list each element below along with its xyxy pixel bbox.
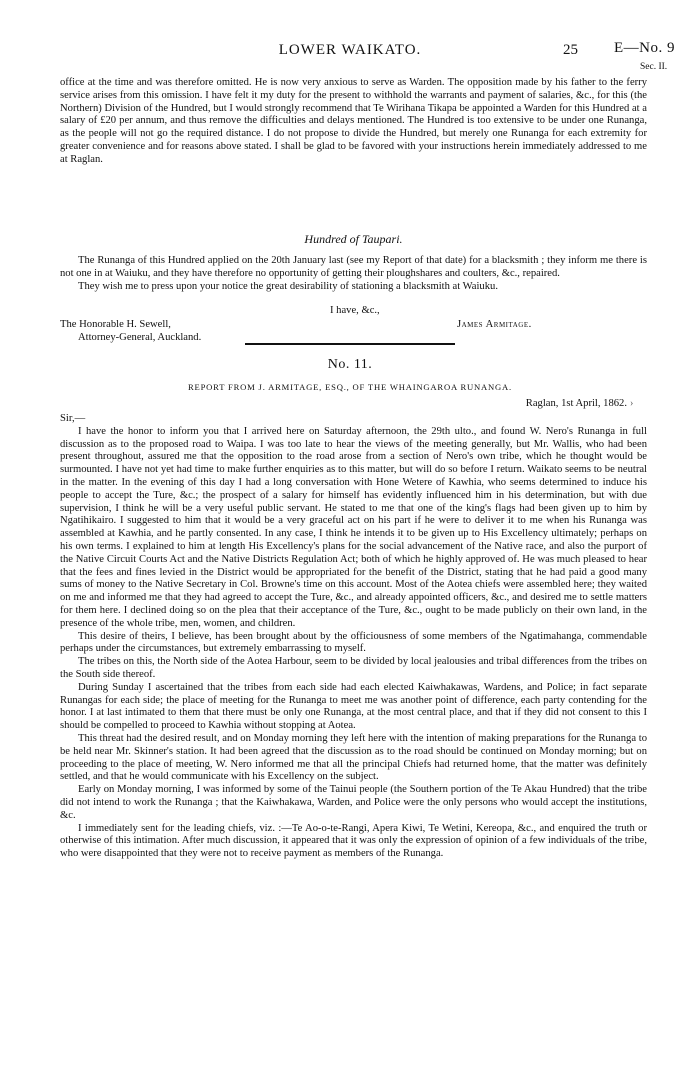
report-body [60,413,647,861]
report-paragraph: This desire of theirs, I believe, has been brought about by the officiousness of some members of the Ngatimahanga, commendable perhaps under the circumstances, but extremely embarrassing to myself. [60,630,647,655]
intro-block [60,77,647,167]
page-number: 25 [563,42,578,58]
margin-mark: › [630,398,634,409]
addressee-title: Attorney-General, Auckland. [78,332,202,343]
report-number: No. 11. [327,357,373,372]
salutation: Sir,— [60,413,86,424]
report-paragraph: I immediately sent for the leading chiefs, viz. :—Te Ao-o-te-Rangi, Apera Kiwi, Te Wetini, Kereopa, &c., and enquired the truth or otherwise of this intimation. After much discussion, it appeared that it was only the expression of opinion of a few individuals of the tribe, who were disappointed that they were not to receive payment as members of the Runanga. [60,822,647,860]
section-code: Sec. II. [640,62,668,72]
report-paragraph: Early on Monday morning, I was informed by some of the Tainui people (the Southern portion of the Te Akau Hundred) that the tribe did not intend to work the Runanga ; that the Kaiwhakawa, Warden, and Police were the only persons who would accept the institutions, &c. [60,784,647,821]
report-paragraph: The tribes on this, the North side of the Aotea Harbour, seem to be divided by local jealousies and tribal differences from the tribes on the South side thereof. [60,656,647,680]
signature: James Armitage. [457,319,532,330]
section-heading: Hundred of Taupari. [304,232,403,246]
document-code: E—No. 9 [614,40,675,56]
report-dateline: Raglan, 1st April, 1862. [525,398,627,409]
section-divider [245,343,455,345]
report-paragraph: I have the honor to inform you that I arrived here on Saturday afternoon, the 29th ulto., and found W. Nero's Runanga in full discussion as to the proposed road to Waipa. I was too late to hear the views of the meeting generally, but Mr. Wallis, who had been present throughout, assured me that the opposition to the road arose from a section of Nero's own tribe, which he thought would be surmounted. I have not yet had time to make further enquiries as to this matter, but will do so before I return. Waikato seems to be neutral in the matter. In the evening of this day I had a long conversation with Hone Wetere of Kawhia, who seems determined to induce his people to accept the Ture, &c.; the prospect of a salary for himself has evidently influenced him in his determination, but with due supervision, I think he will be a very useful public servant. He stated to me that one of the king's flags had been given up to him by Ngatihikairo. I suggested to him that it would be a very graceful act on his part if he were to deliver it to me when his Runanga was assembled at Kawhia, and he partly consented. In any case, I think he intends it to be given up to His Excellency ultimately; perhaps on his own terms. I explained to him at length His Excellency's plans for the social advancement of the Native race, and also the purport of the Native Circuit Courts Act and the Native Districts Regulation Act; both of which he highly approved of. He was much pleased to hear that the fees and fines levied in the District would be appropriated for the benefit of the District, stating that he had paid a good many sums of money to the Native Secretary in Col. Browne's time on this account. Most of the Aotea chiefs were assembled here; they waited on me and informed me that they had agreed to accept the Ture, &c., and already appointed officers, &c., and desired me to settle matters for them here. I declined doing so on the plea that their acceptance of the Ture, &c., ought to be made publicly on their own land, in the presence of the whole tribe, men, women, and children. [60,425,647,629]
running-title: LOWER WAIKATO. [278,42,422,58]
section-body [60,255,647,293]
report-paragraph: During Sunday I ascertained that the tribes from each side had each elected Kaiwhakawas, Wardens, and Police; in fact separate Runangas for each side; the place of meeting for the Runanga to meet me was another point of difference, each party contending for the honor. I at last intimated to them that there must be only one Runanga, at the most central place, and that if they did not consent to this I should be compelled to proceed to Kawhia without stopping at Aotea. [60,681,647,732]
addressee-name: The Honorable H. Sewell, [60,319,171,330]
intro-paragraph: office at the time and was therefore omitted. He is now very anxious to serve as Warden. The opposition made by his father to the ferry service arises from this omission. I have felt it my duty for the present to withhold the warrants and payment of salaries, &c., for this (the Northern) Division of the Hundred, but I would strongly recommend that Te Wirihana Tikapa be appointed a Warden for this Hundred at a salary of £20 per annum, and thus remove the difficulties and delays mentioned. The Hundred is too extensive to be under one Runanga, as the people will not go the required distance. I do not propose to divide the Hundred, but merely one Runanga for each extremity for greater convenience and for reasons above stated. I shall be glad to be favored with your instructions herein immediately addressed to me at Raglan. [60,77,647,165]
report-title: REPORT FROM J. ARMITAGE, ESQ., OF THE WHAINGAROA RUNANGA. [188,382,512,392]
section-paragraph: They wish me to press upon your notice the great desirability of stationing a blacksmith at Waiuku. [78,280,498,292]
report-paragraph: This threat had the desired result, and on Monday morning they left here with the intention of making preparations for the Runanga to be held near Mr. Skinner's station. It had been agreed that the discussion as to the road should be continued on Monday morning; but on proceeding to the place of meeting, W. Nero informed me that all the principal Chiefs had returned home, that the matter was definitely settled, and that he would communicate with his Excellency on the subject. [60,732,647,783]
closing-line: I have, &c., [330,305,380,316]
section-paragraph: The Runanga of this Hundred applied on the 20th January last (see my Report of that date) for a blacksmith ; they inform me there is not one in at Waiuku, and they have therefore no opportunity of getting their ploughshares and coulters, &c., repaired. [60,255,647,279]
